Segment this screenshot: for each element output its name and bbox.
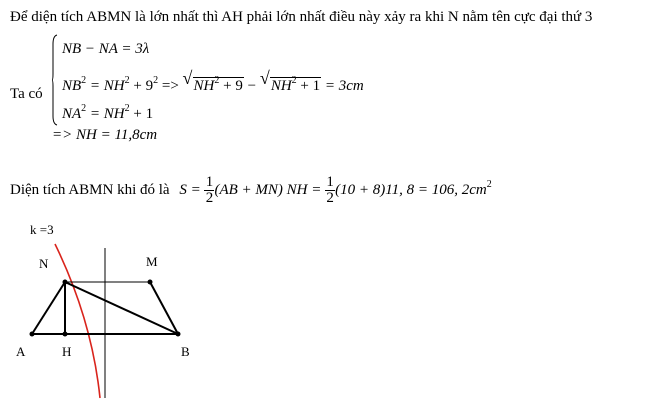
equation-1: NB − NA = 3λ bbox=[62, 41, 150, 57]
fraction-half-1: $\frac{1}{2}$ bbox=[205, 174, 214, 207]
label-n: N bbox=[39, 256, 49, 271]
sqrt-2: √ $NH^2 + 1$ bbox=[259, 68, 321, 94]
trapezoid-figure bbox=[0, 220, 210, 400]
hyperbola-curve bbox=[55, 244, 100, 398]
point-a bbox=[30, 332, 35, 337]
point-b bbox=[176, 332, 181, 337]
label-h: H bbox=[62, 344, 72, 359]
equation-3: $NA^2 = NH^2 + 1$ bbox=[62, 103, 154, 122]
label-b: B bbox=[181, 344, 190, 359]
fraction-half-2: $\frac{1}{2}$ bbox=[326, 174, 334, 207]
segment-nb bbox=[65, 282, 178, 334]
sqrt-1: √ $NH^2 + 9$ bbox=[182, 68, 243, 94]
ta-co-label: Ta có bbox=[10, 86, 43, 102]
result-nh: => NH = 11,8cm bbox=[52, 127, 158, 143]
intro-text: Để diện tích ABMN là lớn nhất thì AH phải lớn nhất điều này xảy ra khi N nằm tên cực đại thứ 3 bbox=[10, 9, 593, 25]
point-n bbox=[63, 280, 68, 285]
area-line: Diện tích ABMN khi đó là S = $\frac{1}{2}$ (AB + MN) NH = $\frac{1}{2}$ (10 + 8)11, 8 = 106, $2cm^2$ bbox=[10, 174, 492, 207]
segment-an bbox=[32, 282, 65, 334]
area-prefix: Diện tích ABMN khi đó là bbox=[10, 182, 170, 198]
label-m: M bbox=[146, 254, 158, 269]
label-a: A bbox=[16, 344, 26, 359]
k-label: k =3 bbox=[30, 222, 54, 237]
segment-mb bbox=[150, 282, 178, 334]
equation-2: $NB^2 = NH^2 + 9^2$ => √ $NH^2 + 9$ − √ $NH^2 + 1 = 3cm$ bbox=[62, 68, 364, 94]
system-brace bbox=[52, 34, 58, 126]
point-h bbox=[63, 332, 68, 337]
point-m bbox=[148, 280, 153, 285]
